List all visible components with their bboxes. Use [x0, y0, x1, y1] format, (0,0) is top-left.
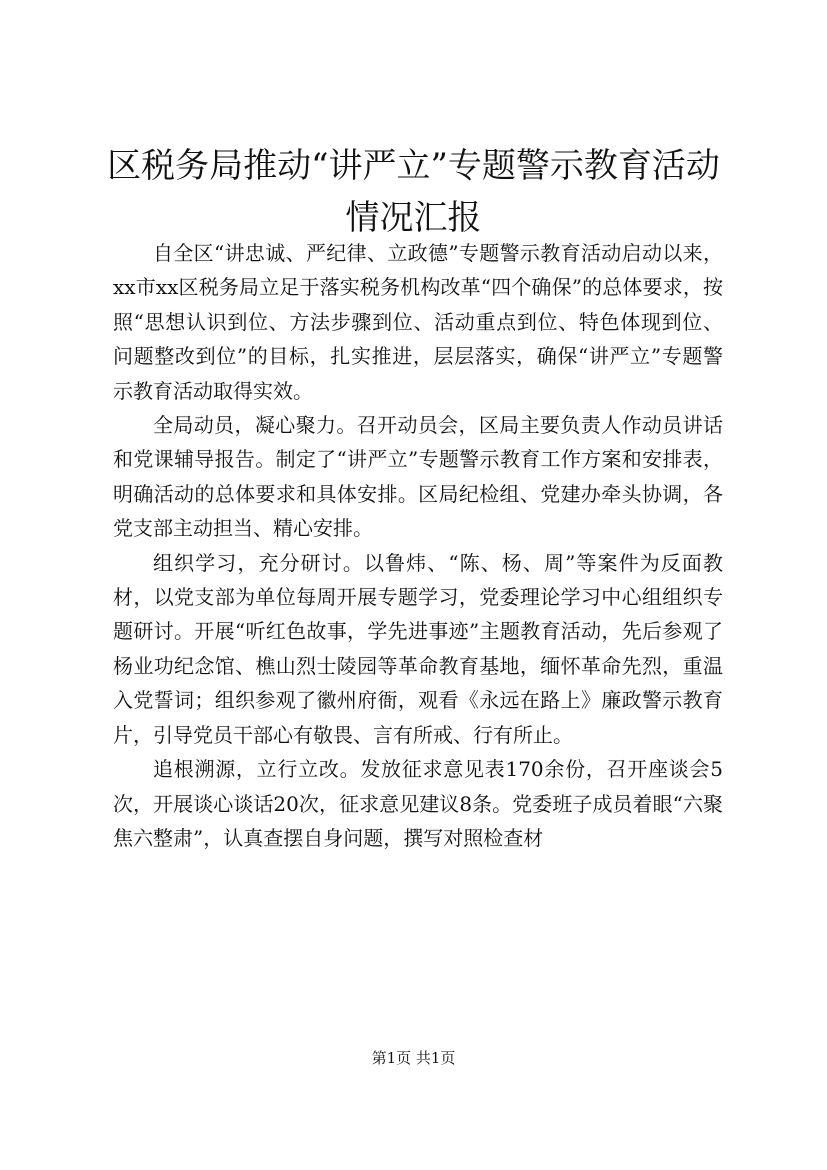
paragraph-mobilization: 全局动员，凝心聚力。召开动员会，区局主要负责人作动员讲话和党课辅导报告。制定了“讲严立”专题警示教育工作方案和安排表，明确活动的总体要求和具体安排。区局纪检组、党建办牵头协调，各党支部主动担当、精心安排。 — [113, 413, 723, 541]
paragraph-rectification: 追根溯源，立行立改。发放征求意见表170余份，召开座谈会5次，开展谈心谈话20次，征求意见建议8条。党委班子成员着眼“六聚焦六整肃”，认真查摆自身问题，撰写对照检查材 — [113, 757, 723, 850]
paragraph-intro: 自全区“讲忠诚、严纪律、立政德”专题警示教育活动启动以来，xx市xx区税务局立足于落实税务机构改革“四个确保”的总体要求，按照“思想认识到位、方法步骤到位、活动重点到位、特色体现到位、问题整改到位”的目标，扎实推进，层层落实，确保“讲严立”专题警示教育活动取得实效。 — [113, 241, 723, 403]
document-body — [113, 236, 723, 855]
document-title: 区税务局推动“讲严立”专题警示教育活动情况汇报 — [107, 146, 720, 238]
paragraph-study: 组织学习，充分研讨。以鲁炜、“陈、杨、周”等案件为反面教材，以党支部为单位每周开展专题学习，党委理论学习中心组组织专题研讨。开展“听红色故事，学先进事迹”主题教育活动，先后参观了杨业功纪念馆、樵山烈士陵园等革命教育基地，缅怀革命先烈，重温入党誓词；组织参观了徽州府衙，观看《永远在路上》廉政警示教育片，引导党员干部心有敬畏、言有所戒、行有所止。 — [113, 550, 723, 747]
page-number-footer: 第1页 共1页 — [371, 1049, 456, 1067]
